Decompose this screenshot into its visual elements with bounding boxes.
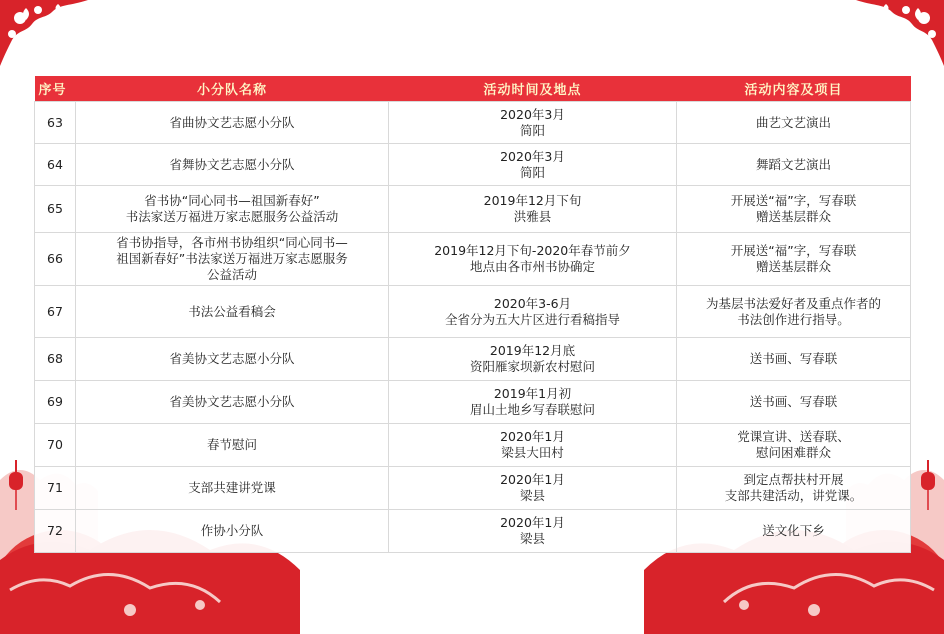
cell-no: 69 bbox=[35, 381, 76, 424]
cell-content: 党课宣讲、送春联、 慰问困难群众 bbox=[677, 424, 911, 467]
cell-no: 70 bbox=[35, 424, 76, 467]
cell-content: 为基层书法爱好者及重点作者的 书法创作进行指导。 bbox=[677, 286, 911, 338]
papercut-corner-top-right bbox=[854, 0, 944, 70]
header-time-place: 活动时间及地点 bbox=[483, 83, 582, 98]
header-content: 活动内容及项目 bbox=[744, 83, 843, 98]
cell-team-name: 省美协文艺志愿小分队 bbox=[76, 381, 389, 424]
header-no: 序号 bbox=[38, 83, 67, 98]
cell-content: 曲艺文艺演出 bbox=[677, 102, 911, 144]
table-header-row bbox=[35, 76, 911, 102]
cell-time-place: 2020年1月 梁县大田村 bbox=[389, 424, 677, 467]
table-row bbox=[35, 424, 911, 467]
activity-table bbox=[34, 76, 911, 553]
cell-time-place: 2019年12月下旬 洪雅县 bbox=[389, 186, 677, 233]
cell-team-name: 春节慰问 bbox=[76, 424, 389, 467]
cell-time-place: 2020年1月 梁县 bbox=[389, 467, 677, 510]
cell-no: 63 bbox=[35, 102, 76, 144]
cell-no: 66 bbox=[35, 233, 76, 286]
cell-time-place: 2020年3月 简阳 bbox=[389, 102, 677, 144]
table-row bbox=[35, 467, 911, 510]
table-row bbox=[35, 102, 911, 144]
table-row bbox=[35, 381, 911, 424]
cell-team-name: 省书协指导，各市州书协组织“同心同书— 祖国新春好”书法家送万福进万家志愿服务 公益活动 bbox=[76, 233, 389, 286]
cell-time-place: 2019年12月下旬-2020年春节前夕 地点由各市州书协确定 bbox=[389, 233, 677, 286]
cell-team-name: 省曲协文艺志愿小分队 bbox=[76, 102, 389, 144]
cell-content: 送书画、写春联 bbox=[677, 381, 911, 424]
cell-content: 送书画、写春联 bbox=[677, 338, 911, 381]
cell-time-place: 2020年3月 简阳 bbox=[389, 144, 677, 186]
cell-content: 到定点帮扶村开展 支部共建活动，讲党课。 bbox=[677, 467, 911, 510]
cell-team-name: 作协小分队 bbox=[76, 510, 389, 553]
papercut-corner-top-left bbox=[0, 0, 90, 70]
cell-content: 舞蹈文艺演出 bbox=[677, 144, 911, 186]
cell-team-name: 省舞协文艺志愿小分队 bbox=[76, 144, 389, 186]
cell-team-name: 省书协“同心同书—祖国新春好” 书法家送万福进万家志愿服务公益活动 bbox=[76, 186, 389, 233]
table-row bbox=[35, 338, 911, 381]
cell-content: 送文化下乡 bbox=[677, 510, 911, 553]
cell-time-place: 2019年12月底 资阳雁家坝新农村慰问 bbox=[389, 338, 677, 381]
cell-no: 68 bbox=[35, 338, 76, 381]
cell-no: 64 bbox=[35, 144, 76, 186]
cell-team-name: 书法公益看稿会 bbox=[76, 286, 389, 338]
cell-team-name: 支部共建讲党课 bbox=[76, 467, 389, 510]
cell-time-place: 2020年3-6月 全省分为五大片区进行看稿指导 bbox=[389, 286, 677, 338]
cell-no: 65 bbox=[35, 186, 76, 233]
table-row bbox=[35, 144, 911, 186]
cell-no: 72 bbox=[35, 510, 76, 553]
table-row bbox=[35, 286, 911, 338]
table-row bbox=[35, 233, 911, 286]
lantern-icon bbox=[918, 460, 938, 520]
cell-no: 67 bbox=[35, 286, 76, 338]
table-row bbox=[35, 510, 911, 553]
cell-time-place: 2020年1月 梁县 bbox=[389, 510, 677, 553]
lantern-icon bbox=[6, 460, 26, 520]
cell-no: 71 bbox=[35, 467, 76, 510]
header-team-name: 小分队名称 bbox=[196, 83, 267, 98]
cell-time-place: 2019年1月初 眉山土地乡写春联慰问 bbox=[389, 381, 677, 424]
cell-content: 开展送“福”字，写春联 赠送基层群众 bbox=[677, 233, 911, 286]
cell-team-name: 省美协文艺志愿小分队 bbox=[76, 338, 389, 381]
activity-table-container bbox=[34, 76, 910, 553]
table-row bbox=[35, 186, 911, 233]
cell-content: 开展送“福”字，写春联 赠送基层群众 bbox=[677, 186, 911, 233]
